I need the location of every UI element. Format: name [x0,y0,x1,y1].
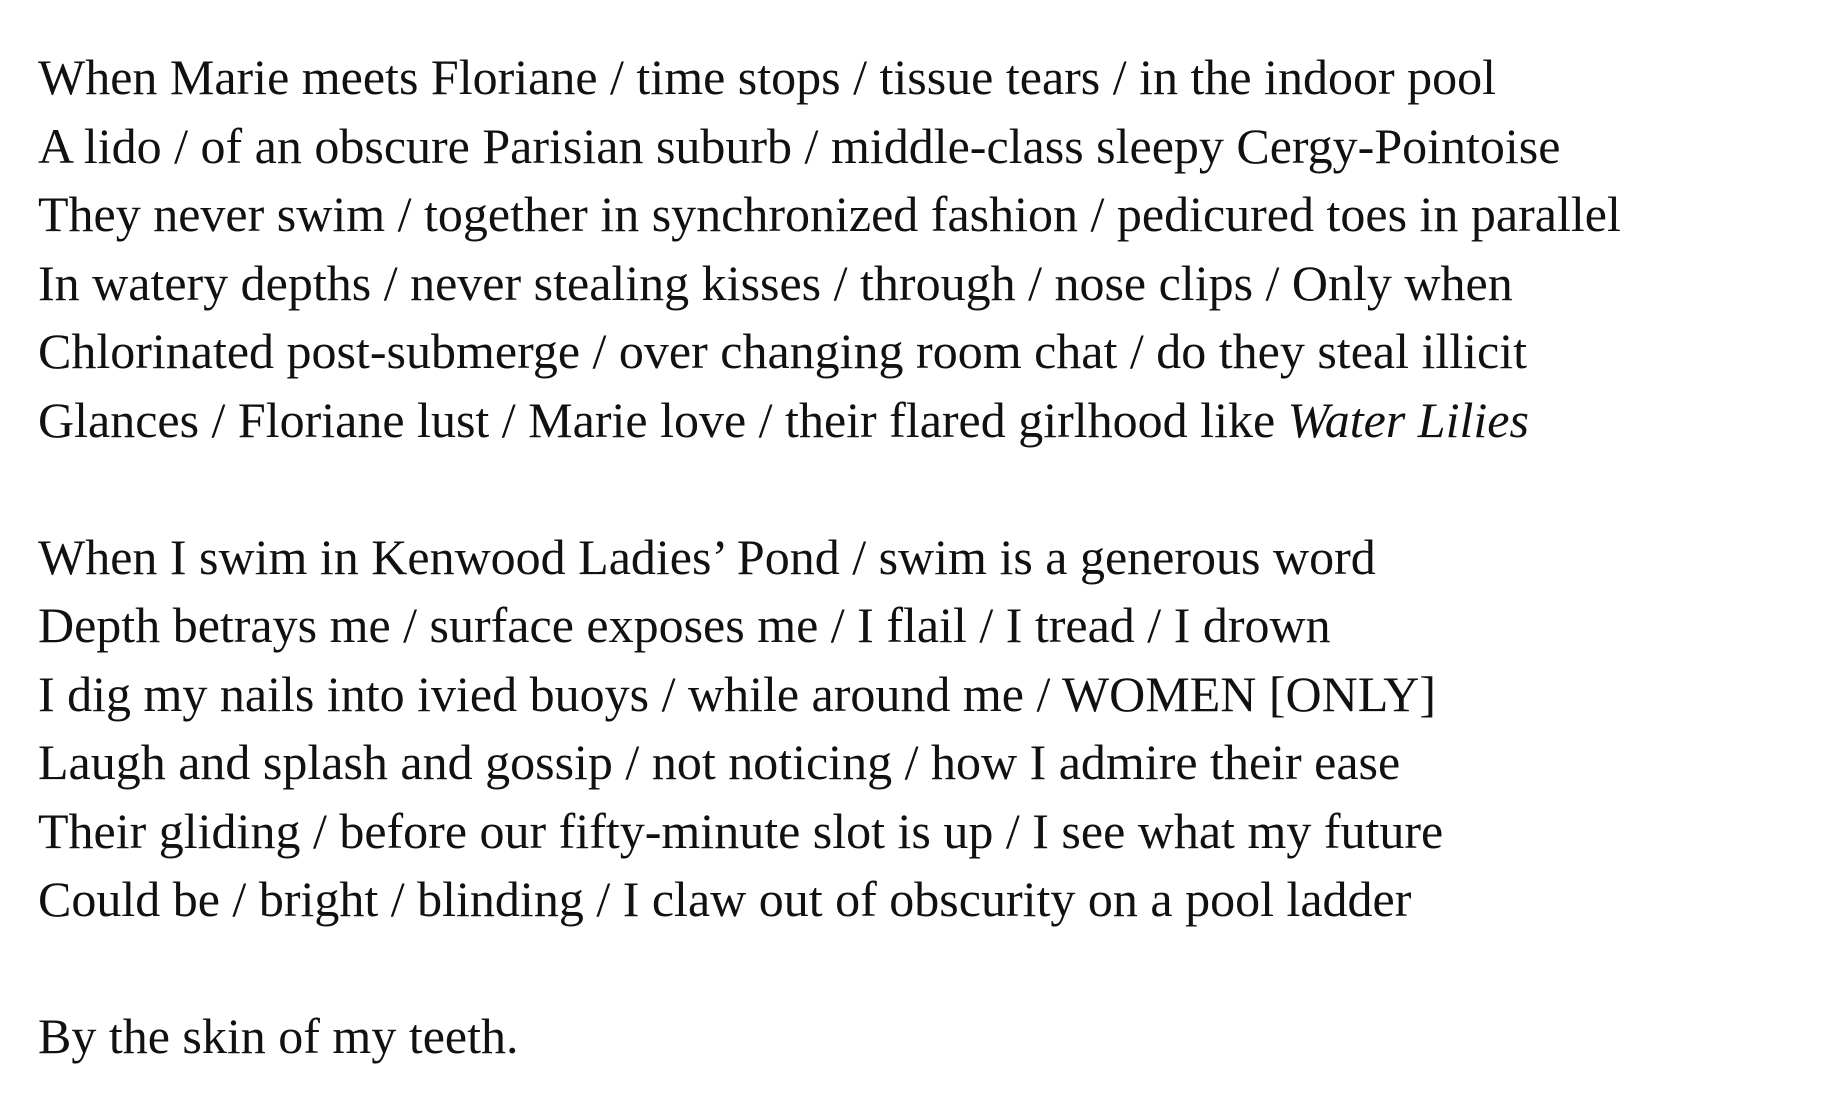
poem-line: Their gliding / before our fifty-minute slot is up / I see what my future [38,802,1444,859]
poem [38,43,1808,1071]
poem-line: When I swim in Kenwood Ladies’ Pond / swim is a generous word [38,528,1376,585]
poem-line: By the skin of my teeth. [38,1008,519,1064]
poem-line-italic-title: Water Lilies [1287,391,1529,448]
poem-line [38,386,1808,455]
poem-line: Chlorinated post-submerge / over changing room chat / do they steal illicit [38,323,1528,379]
stanza-3 [38,1002,1808,1071]
poem-line: I dig my nails into ivied buoys / while around me / WOMEN [ONLY] [38,665,1437,722]
poem-line: A lido / of an obscure Parisian suburb / middle-class sleepy Cergy-Pointoise [38,117,1561,174]
poem-line: Could be / bright / blinding / I claw out of obscurity on a pool ladder [38,871,1412,927]
poem-line: In watery depths / never stealing kisses / through / nose clips / Only when [38,254,1513,311]
poem-line: Laugh and splash and gossip / not noticing / how I admire their ease [38,734,1401,790]
stanza-1 [38,43,1808,454]
poem-line: When Marie meets Floriane / time stops / tissue tears / in the indoor pool [38,49,1497,105]
poem-line-text: Glances / Floriane lust / Marie love / their flared girlhood like [38,391,1288,448]
poem-line: Depth betrays me / surface exposes me / I flail / I tread / I drown [38,597,1331,653]
stanza-2 [38,523,1808,934]
poem-line: They never swim / together in synchronized fashion / pedicured toes in parallel [38,186,1621,242]
